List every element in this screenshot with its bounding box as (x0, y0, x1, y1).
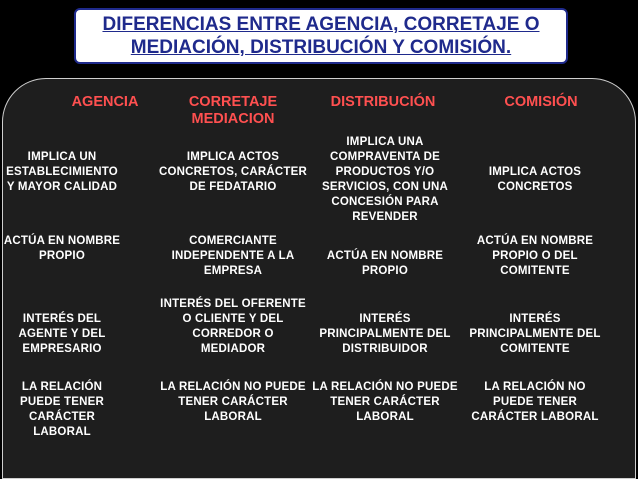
table-cell: COMERCIANTE INDEPENDENTE A LA EMPRESA (171, 235, 295, 277)
table-cell: LA RELACIÓN NO PUEDE TENER CARÁCTER LABORAL (160, 381, 306, 423)
header-agencia: AGENCIA (71, 94, 139, 110)
table-cell: IMPLICA UN ESTABLECIMIENTO Y MAYOR CALIDAD (6, 151, 118, 193)
page-title: DIFERENCIAS ENTRE AGENCIA, CORRETAJE O MEDIACIÓN, DISTRIBUCIÓN Y COMISIÓN. (102, 14, 540, 58)
comparison-table (2, 78, 636, 479)
title-box (74, 8, 568, 64)
table-cell: ACTÚA EN NOMBRE PROPIO (326, 250, 444, 277)
table-cell: LA RELACIÓN PUEDE TENER CARÁCTER LABORAL (20, 381, 104, 438)
table-cell: ACTÚA EN NOMBRE PROPIO (3, 235, 121, 262)
table-cell: INTERÉS DEL OFERENTE O CLIENTE Y DEL CORREDOR O MEDIADOR (160, 298, 306, 355)
header-corretaje: CORRETAJE MEDIACION (188, 94, 278, 127)
table-cell: IMPLICA ACTOS CONCRETOS, CARÁCTER DE FEDATARIO (159, 151, 307, 193)
table-cell: LA RELACIÓN NO PUEDE TENER CARÁCTER LABORAL (471, 381, 599, 423)
table-cell: LA RELACIÓN NO PUEDE TENER CARÁCTER LABORAL (312, 381, 458, 423)
table-cell: INTERÉS PRINCIPALMENTE DEL DISTRIBUIDOR (319, 313, 451, 355)
header-comision: COMISIÓN (504, 94, 578, 110)
header-distribucion: DISTRIBUCIÓN (330, 94, 436, 110)
table-cell: ACTÚA EN NOMBRE PROPIO O DEL COMITENTE (476, 235, 594, 277)
table-cell: INTERÉS DEL AGENTE Y DEL EMPRESARIO (18, 313, 106, 355)
table-cell: INTERÉS PRINCIPALMENTE DEL COMITENTE (469, 313, 601, 355)
table-cell: IMPLICA UNA COMPRAVENTA DE PRODUCTOS Y/O SERVICIOS, CON UNA CONCESIÓN PARA REVENDER (321, 136, 449, 223)
table-cell: IMPLICA ACTOS CONCRETOS (488, 166, 582, 193)
